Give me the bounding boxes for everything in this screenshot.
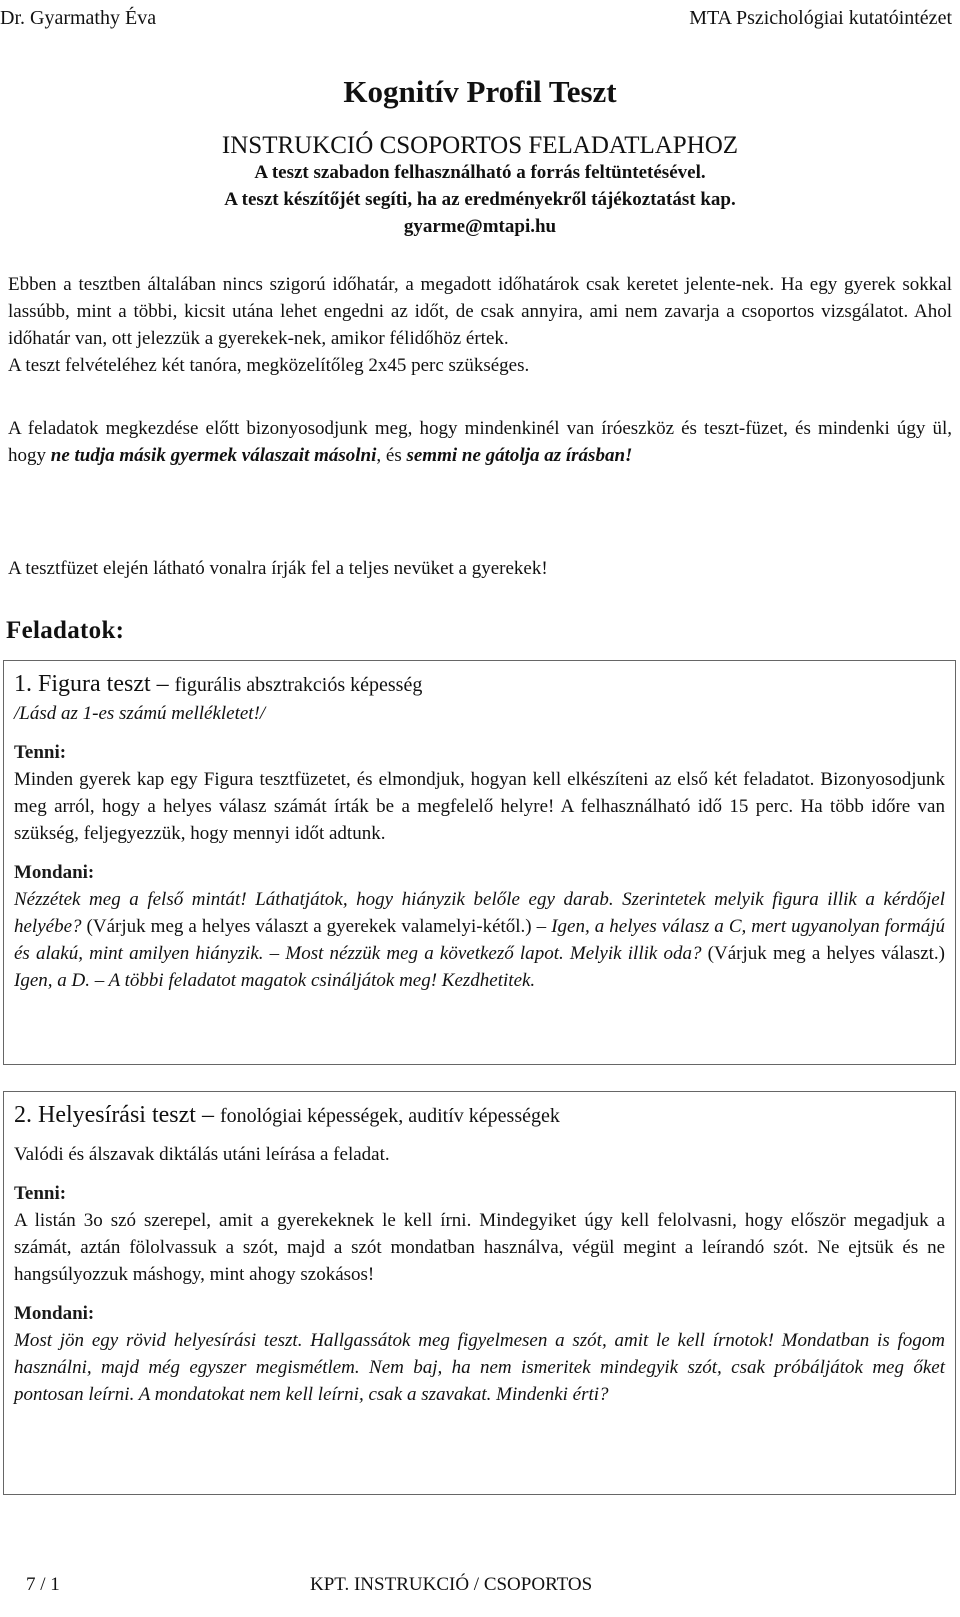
tasks-heading: Feladatok:	[6, 617, 125, 644]
task-2-mondani-text: Most jön egy rövid helyesírási teszt. Hallgassátok meg figyelmesen a szót, amit le kell írnotok! Mondatban is fogom használni, majd még egyszer megismétlem. Nem baj, ha nem ismeritek mindegyik szót, csak próbáljátok meg őket pontosan leírni. A mondatokat nem kell leírni, csak a szavakat. Mindenki érti?	[14, 1330, 945, 1405]
writing-emphasis: semmi ne gátolja az írásban!	[406, 445, 633, 466]
task-1-wait-note2: (Várjuk meg a helyes választ.)	[701, 943, 946, 964]
intro-paragraph	[8, 271, 952, 379]
intro-time-limits: Ebben a tesztben általában nincs szigorú időhatár, a megadott időhatárok csak keretet jelente-nek. Ha egy gyerek sokkal lassúbb, mint a többi, kicsit utána lehet engedni az időt, de csak annyira, ami nem zavarja a csoportos vizsgálatot. Ahol időhatár van, ott jelezzük a gyerekek-nek, amikor félidőhöz értek.	[8, 274, 952, 349]
task-1-title-line	[14, 669, 945, 700]
task-1-attachment-note: /Lásd az 1-es számú mellékletet!/	[14, 703, 266, 724]
task-2-box	[3, 1091, 956, 1495]
task-1-dash: –	[150, 671, 175, 697]
task-1-title: 1. Figura teszt	[14, 671, 151, 697]
task-2-title: 2. Helyesírási teszt	[14, 1102, 196, 1128]
preparation-connector: , és	[376, 445, 407, 466]
name-instruction: A tesztfüzet elején látható vonalra írják fel a teljes nevüket a gyerekek!	[8, 558, 548, 579]
instruction-heading: INSTRUKCIÓ CSOPORTOS FELADATLAPHOZ	[221, 132, 739, 159]
task-2-dash: –	[195, 1102, 220, 1128]
task-2-tenni-label: Tenni:	[14, 1183, 67, 1204]
task-2-title-line	[14, 1100, 945, 1131]
document-title: Kognitív Profil Teszt	[343, 74, 617, 109]
task-1-box	[3, 660, 956, 1065]
no-copying-emphasis: ne tudja másik gyermek válaszait másolni	[50, 445, 377, 466]
feedback-note: A teszt készítőjét segíti, ha az eredményekről tájékoztatást kap.	[224, 189, 736, 210]
preparation-text: A feladatok megkezdése előtt bizonyosodjunk meg, hogy mindenkinél van íróeszköz és teszt-füzet, és mindenki úgy ül, hogy	[8, 418, 952, 466]
task-1-subtitle: figurális absztrakciós képesség	[174, 674, 423, 696]
task-1-mondani-label: Mondani:	[14, 862, 95, 883]
header-author: Dr. Gyarmathy Éva	[0, 7, 157, 29]
task-1-mondani-text	[14, 886, 945, 994]
contact-email: gyarme@mtapi.hu	[403, 216, 557, 237]
task-1-script-part1: Nézzétek meg a felső mintát! Láthatjátok, hogy hiányzik belőle egy darab. Szerintetek melyik figura illik a kérdőjel helyébe?	[14, 889, 945, 937]
task-1-tenni-label: Tenni:	[14, 742, 67, 763]
task-1-script-part3: Igen, a D. – A többi feladatot magatok csináljátok meg! Kezdhetitek.	[14, 970, 536, 991]
task-2-description: Valódi és álszavak diktálás utáni leírása a feladat.	[14, 1144, 390, 1165]
task-1-script-part2: – Igen, a helyes válasz a C, mert ugyanolyan formájú és alakú, mint amilyen hiányzik. – Most nézzük meg a következő lapot. Melyik illik oda?	[14, 916, 945, 964]
task-1-tenni-text: Minden gyerek kap egy Figura tesztfüzetet, és elmondjuk, hogyan kell elkészíteni az első két feladatot. Bizonyosodjunk meg arról, hogy a helyes válasz számát írták be a megfelelő helyre! A felhasználható idő 15 perc. Ha több időre van szükség, feljegyezzük, hogy mennyi időt adtunk.	[14, 769, 945, 844]
intro-duration: A teszt felvételéhez két tanóra, megközelítőleg 2x45 perc szükséges.	[8, 355, 530, 376]
header-institute: MTA Pszichológiai kutatóintézet	[689, 7, 952, 29]
page-header	[0, 5, 960, 37]
task-2-mondani-label: Mondani:	[14, 1303, 95, 1324]
footer-title: KPT. INSTRUKCIÓ / CSOPORTOS	[310, 1574, 593, 1595]
preparation-paragraph	[8, 415, 952, 469]
task-1-wait-note1: (Várjuk meg a helyes választ a gyerekek valamelyi-kétől.)	[81, 916, 537, 937]
usage-note: A teszt szabadon felhasználható a forrás feltüntetésével.	[254, 162, 706, 183]
task-2-tenni-text: A listán 3o szó szerepel, amit a gyerekeknek le kell írni. Mindegyiket úgy kell felolvasni, hogy először megadjuk a számát, aztán fölolvassuk a szót, majd a szót mondatban használva, végül megint a leírandó szót. Ne ejtsük és ne hangsúlyozzuk máshogy, mint ahogy szokásos!	[14, 1210, 945, 1285]
task-2-subtitle: fonológiai képességek, auditív képességek	[219, 1105, 560, 1127]
page-number: 7 / 1	[26, 1574, 60, 1595]
